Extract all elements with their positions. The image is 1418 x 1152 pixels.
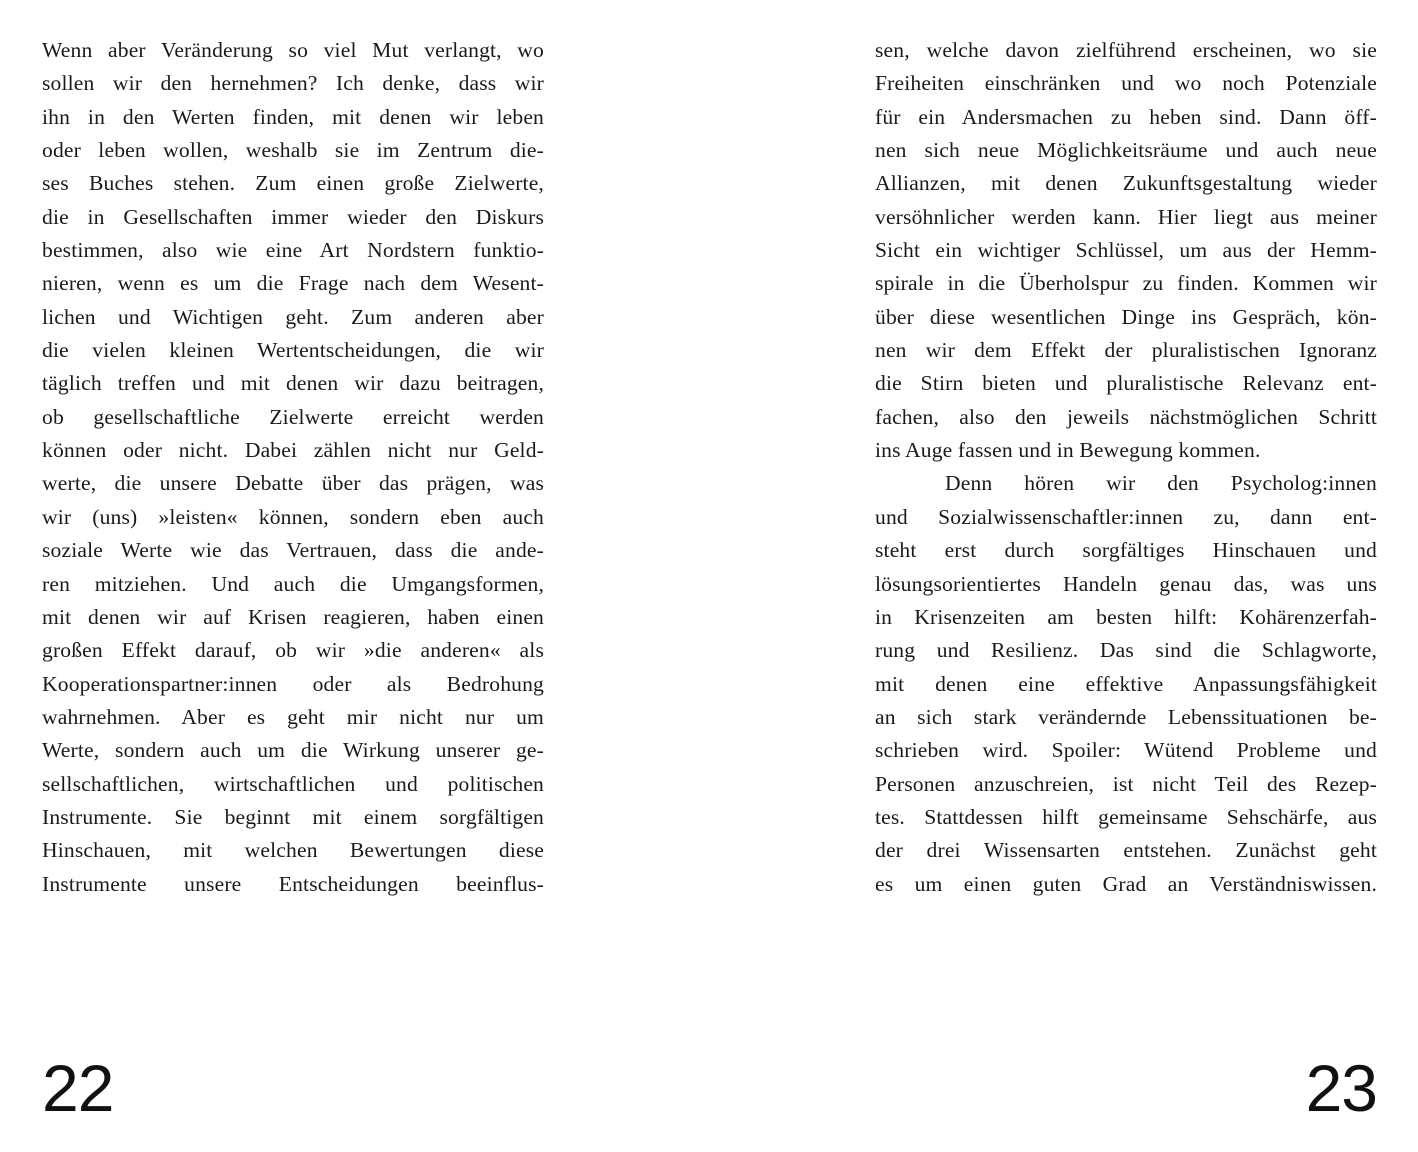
page-number: 22 (42, 1051, 114, 1125)
text-line: mit denen eine effektive Anpassungsfähigkeit (875, 671, 1377, 696)
text-line: wir (uns) »leisten« können, sondern eben auch (42, 504, 544, 529)
paragraph-start-line: Denn hören wir den Psycholog:innen (945, 471, 1377, 496)
text-line: Werte, sondern auch um die Wirkung unserer ge- (42, 738, 544, 763)
text-line: Instrumente. Sie beginnt mit einem sorgfältigen (42, 804, 544, 829)
text-line: nieren, wenn es um die Frage nach dem Wesent- (42, 271, 544, 296)
right-page-body-text (875, 34, 1377, 901)
text-line: soziale Werte wie das Vertrauen, dass die ande- (42, 538, 544, 563)
text-line: steht erst durch sorgfältiges Hinschauen und (875, 538, 1377, 563)
text-line: sollen wir den hernehmen? Ich denke, dass wir (42, 71, 544, 96)
text-line: über diese wesentlichen Dinge ins Gespräch, kön- (875, 304, 1377, 329)
text-line: der drei Wissensarten entstehen. Zunächst geht (875, 838, 1377, 863)
text-line: werte, die unsere Debatte über das prägen, was (42, 471, 544, 496)
text-line: Wenn aber Veränderung so viel Mut verlangt, wo (42, 38, 544, 62)
left-page (42, 0, 544, 1152)
text-line: mit denen wir auf Krisen reagieren, haben einen (42, 604, 544, 629)
text-line: fachen, also den jeweils nächstmöglichen Schritt (875, 404, 1377, 429)
text-line: können oder nicht. Dabei zählen nicht nur Geld- (42, 438, 544, 463)
text-line: großen Effekt darauf, ob wir »die anderen« als (42, 638, 544, 663)
text-line: sellschaftlichen, wirtschaftlichen und politischen (42, 771, 544, 796)
left-page-body-text (42, 34, 544, 901)
text-line: Freiheiten einschränken und wo noch Potenziale (875, 71, 1377, 96)
text-line: an sich stark verändernde Lebenssituationen be- (875, 704, 1377, 729)
text-line: sen, welche davon zielführend erscheinen, wo sie (875, 38, 1377, 62)
text-line: Hinschauen, mit welchen Bewertungen diese (42, 838, 544, 863)
text-line: Allianzen, mit denen Zukunftsgestaltung wieder (875, 171, 1377, 196)
text-line: Personen anzuschreien, ist nicht Teil des Rezep- (875, 771, 1377, 796)
text-line: und Sozialwissenschaftler:innen zu, dann ent- (875, 504, 1377, 529)
text-line: Sicht ein wichtiger Schlüssel, um aus der Hemm- (875, 238, 1377, 263)
text-line: nen wir dem Effekt der pluralistischen Ignoranz (875, 338, 1377, 363)
text-line: Instrumente unsere Entscheidungen beeinflus- (42, 871, 544, 896)
paragraph-end-line: ins Auge fassen und in Bewegung kommen. (875, 438, 1261, 463)
text-line: ses Buches stehen. Zum einen große Zielwerte, (42, 171, 544, 196)
text-line: lichen und Wichtigen geht. Zum anderen aber (42, 304, 544, 329)
text-line: rung und Resilienz. Das sind die Schlagworte, (875, 638, 1377, 663)
text-line: für ein Andersmachen zu heben sind. Dann öff- (875, 104, 1377, 129)
text-line: wahrnehmen. Aber es geht mir nicht nur um (42, 704, 544, 729)
text-line: spirale in die Überholspur zu finden. Kommen wir (875, 271, 1377, 296)
text-line: tes. Stattdessen hilft gemeinsame Sehschärfe, aus (875, 804, 1377, 829)
text-line: schrieben wird. Spoiler: Wütend Probleme und (875, 738, 1377, 763)
page-number: 23 (1305, 1051, 1377, 1125)
text-line: Kooperationspartner:innen oder als Bedrohung (42, 671, 544, 696)
text-line: täglich treffen und mit denen wir dazu beitragen, (42, 371, 544, 396)
text-line: ihn in den Werten finden, mit denen wir leben (42, 104, 544, 129)
text-line: lösungsorientiertes Handeln genau das, was uns (875, 571, 1377, 596)
text-line: versöhnlicher werden kann. Hier liegt aus meiner (875, 204, 1377, 229)
right-page (875, 0, 1377, 1152)
text-line: es um einen guten Grad an Verständniswissen. (875, 871, 1377, 896)
text-line: die Stirn bieten und pluralistische Relevanz ent- (875, 371, 1377, 396)
text-line: die in Gesellschaften immer wieder den Diskurs (42, 204, 544, 229)
text-line: ob gesellschaftliche Zielwerte erreicht werden (42, 404, 544, 429)
text-line: oder leben wollen, weshalb sie im Zentrum die- (42, 138, 544, 163)
text-line: bestimmen, also wie eine Art Nordstern funktio- (42, 238, 544, 263)
text-line: in Krisenzeiten am besten hilft: Kohärenzerfah- (875, 604, 1377, 629)
text-line: die vielen kleinen Wertentscheidungen, die wir (42, 338, 544, 363)
text-line: nen sich neue Möglichkeitsräume und auch neue (875, 138, 1377, 163)
text-line: ren mitziehen. Und auch die Umgangsformen, (42, 571, 544, 596)
